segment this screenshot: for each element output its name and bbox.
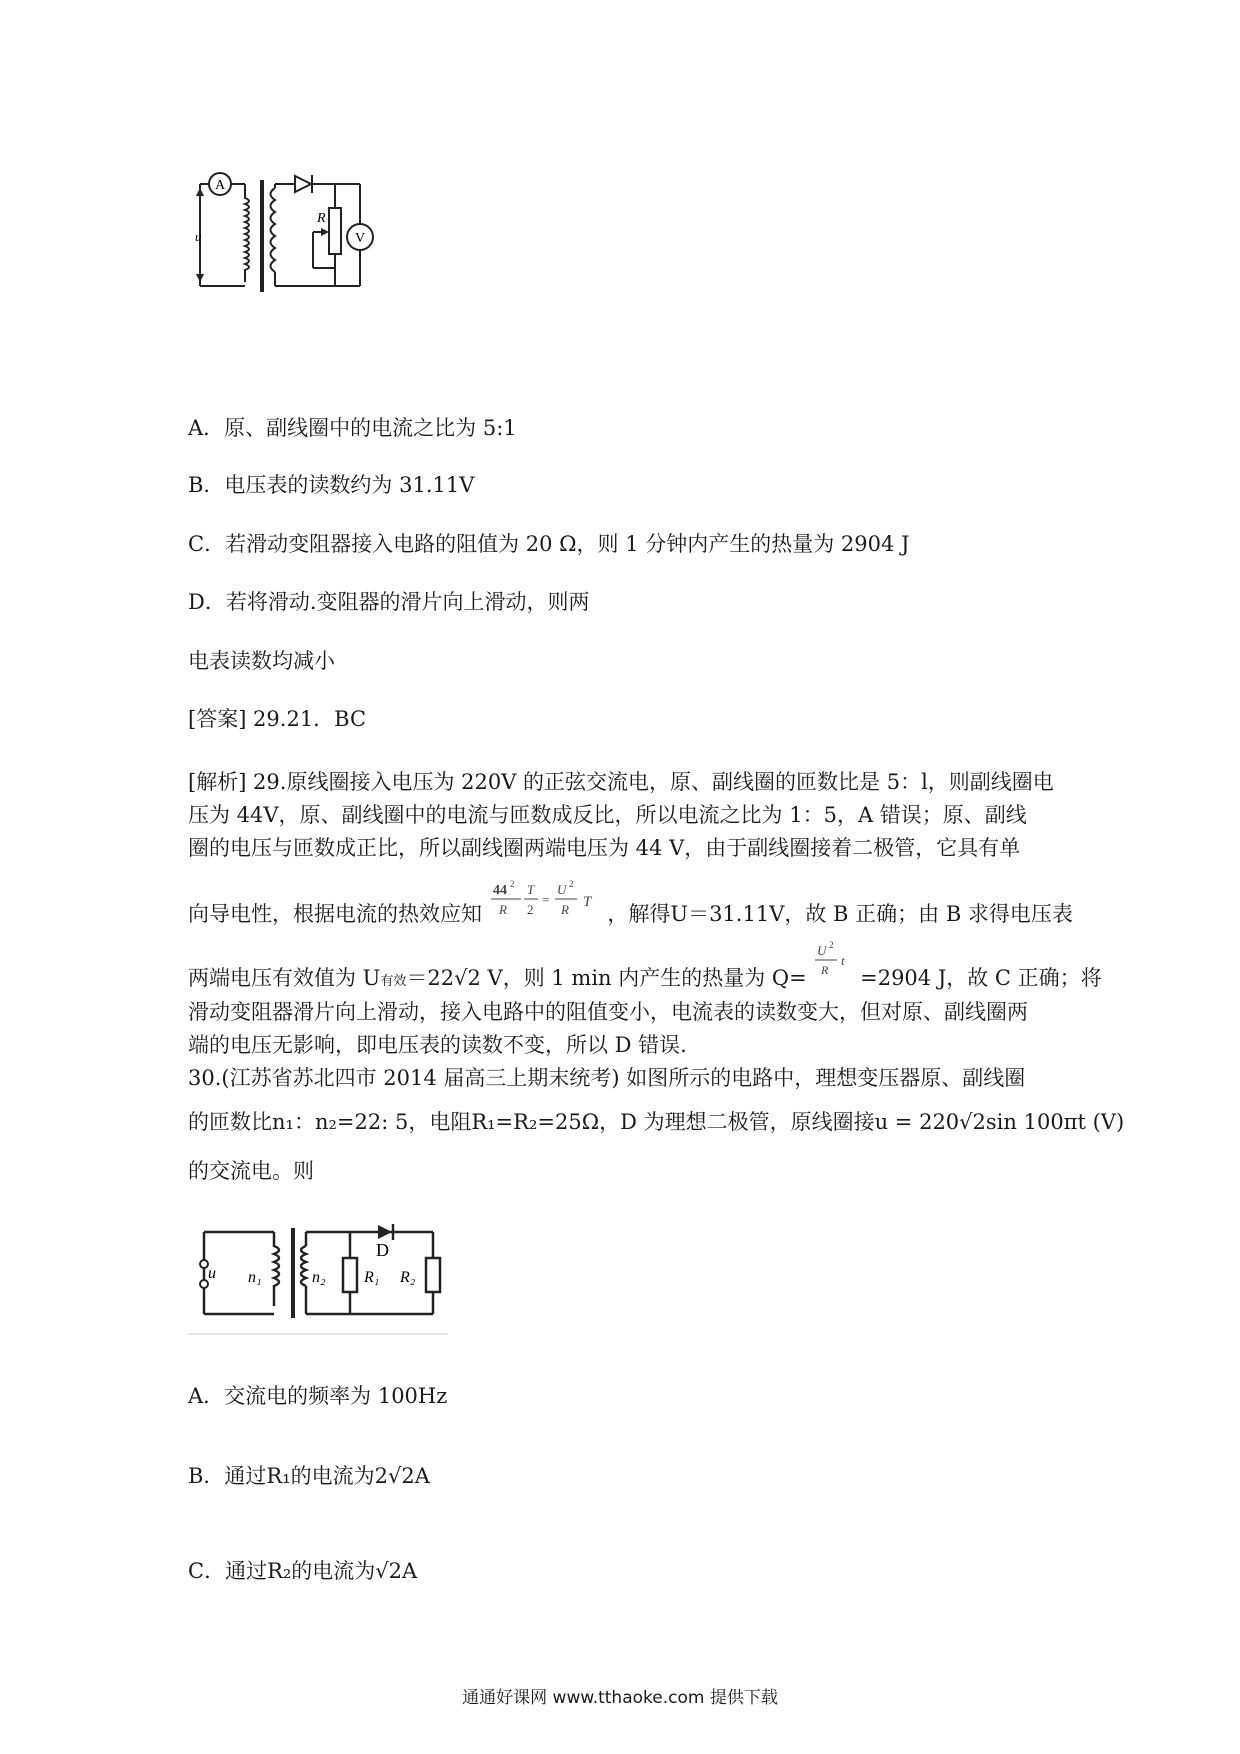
heat-q-formula [813,939,853,991]
analysis-row-4-pre: 向导电性，根据电流的热效应知 [188,902,482,926]
analysis-row-3: 圈的电压与匝数成正比，所以副线圈两端电压为 44 V，由于副线圈接着二极管，它具有单 [188,836,1021,860]
ammeter-label: A [214,178,226,193]
resistor-r-label: R [317,211,326,226]
q30-row-3: 的交流电。则 [188,1159,314,1183]
svg-text:2: 2 [829,939,834,950]
q29-option-b: B．电压表的读数约为 31.11V [188,473,475,497]
svg-text:2: 2 [526,901,534,917]
diagram-arrow-top [196,188,204,196]
analysis-row-5-mid: ＝22√2 V，则 1 min 内产生的热量为 Q= [406,966,807,990]
svg-text:R: R [498,901,507,917]
answer-line: [答案] 29.21．BC [188,707,367,731]
analysis-paragraph-tail [188,996,1058,1095]
r2-label: R₂ [400,1269,416,1286]
q30-option-b: B．通过R₁的电流为2√2A [188,1464,430,1488]
transformer-circuit-diagram-2 [188,1218,448,1336]
analysis-row-2: 压为 44V，原、副线圈中的电流与匝数成反比，所以电流之比为 1：5，A 错误；原、副线 [188,803,1027,827]
heat-effect-formula [489,876,601,930]
svg-text:R: R [560,901,569,917]
svg-text:=: = [541,891,550,907]
analysis-row-4 [188,878,1073,930]
q29-option-d: D．若将滑动.变阻器的滑片向上滑动，则两 [188,590,590,614]
n2-label: n₂ [312,1269,326,1286]
slider-arrow [321,228,329,236]
terminal-top [200,1260,208,1268]
transformer-circuit-diagram-1 [195,168,425,328]
r1-label: R₁ [364,1269,380,1286]
diode-d-triangle [378,1225,392,1239]
q30-row-2: 的匝数比n₁：n₂=22: 5，电阻R₁=R₂=25Ω，D 为理想二极管，原线圈接u = 220√2sin 100πt (V) [188,1110,1125,1134]
analysis-row-5-post: =2904 J，故 C 正确；将 [860,966,1102,990]
u-label: u [208,1265,216,1282]
analysis-paragraph [188,766,1058,865]
d-label: D [376,1240,389,1260]
svg-text:R: R [821,962,829,977]
svg-text:U: U [556,881,567,897]
analysis-row-1: [解析] 29.原线圈接入电压为 220V 的正弦交流电，原、副线圈的匝数比是 5：l，则副线圈电 [188,770,1054,794]
q30-row-1: 30.(江苏省苏北四市 2014 届高三上期末统考) 如图所示的电路中，理想变压器原、副线圈 [188,1066,1026,1090]
analysis-row-5-pre: 两端电压有效值为 U [188,966,381,990]
n1-label: n₁ [248,1269,262,1286]
analysis-row-4-post: ，解得U＝31.11V，故 B 正确；由 B 求得电压表 [607,902,1073,926]
svg-text:2: 2 [509,878,515,889]
terminal-bottom [200,1280,208,1288]
q29-option-a: A．原、副线圈中的电流之比为 5:1 [188,416,517,440]
q30-option-a: A．交流电的频率为 100Hz [188,1384,448,1408]
svg-text:t: t [841,952,846,968]
analysis-row-6: 滑动变阻器滑片向上滑动，接入电路中的阻值变小，电流表的读数变大，但对原、副线圈两 [188,1000,1028,1024]
svg-text:T: T [582,893,592,910]
diagram-arrow-bottom [196,274,204,282]
analysis-row-5-sub: 有效 [380,974,407,989]
svg-text:U: U [817,942,827,958]
voltage-u-label: u [195,229,202,244]
diode-triangle [295,176,311,192]
q29-option-d-continuation: 电表读数均减小 [188,649,335,673]
svg-text:T: T [526,881,534,897]
page-footer: 通通好课网 www.tthaoke.com 提供下载 [462,1688,778,1708]
svg-text:44: 44 [492,882,507,898]
analysis-row-7: 端的电压无影响，即电压表的读数不变，所以 D 错误. [188,1033,687,1057]
svg-text:2: 2 [568,878,574,889]
analysis-row-5 [188,939,1102,996]
q29-option-c: C．若滑动变阻器接入电路的阻值为 20 Ω，则 1 分钟内产生的热量为 2904 J [188,532,910,556]
voltmeter-label: V [354,231,366,246]
q30-option-c: C．通过R₂的电流为√2A [188,1559,418,1583]
